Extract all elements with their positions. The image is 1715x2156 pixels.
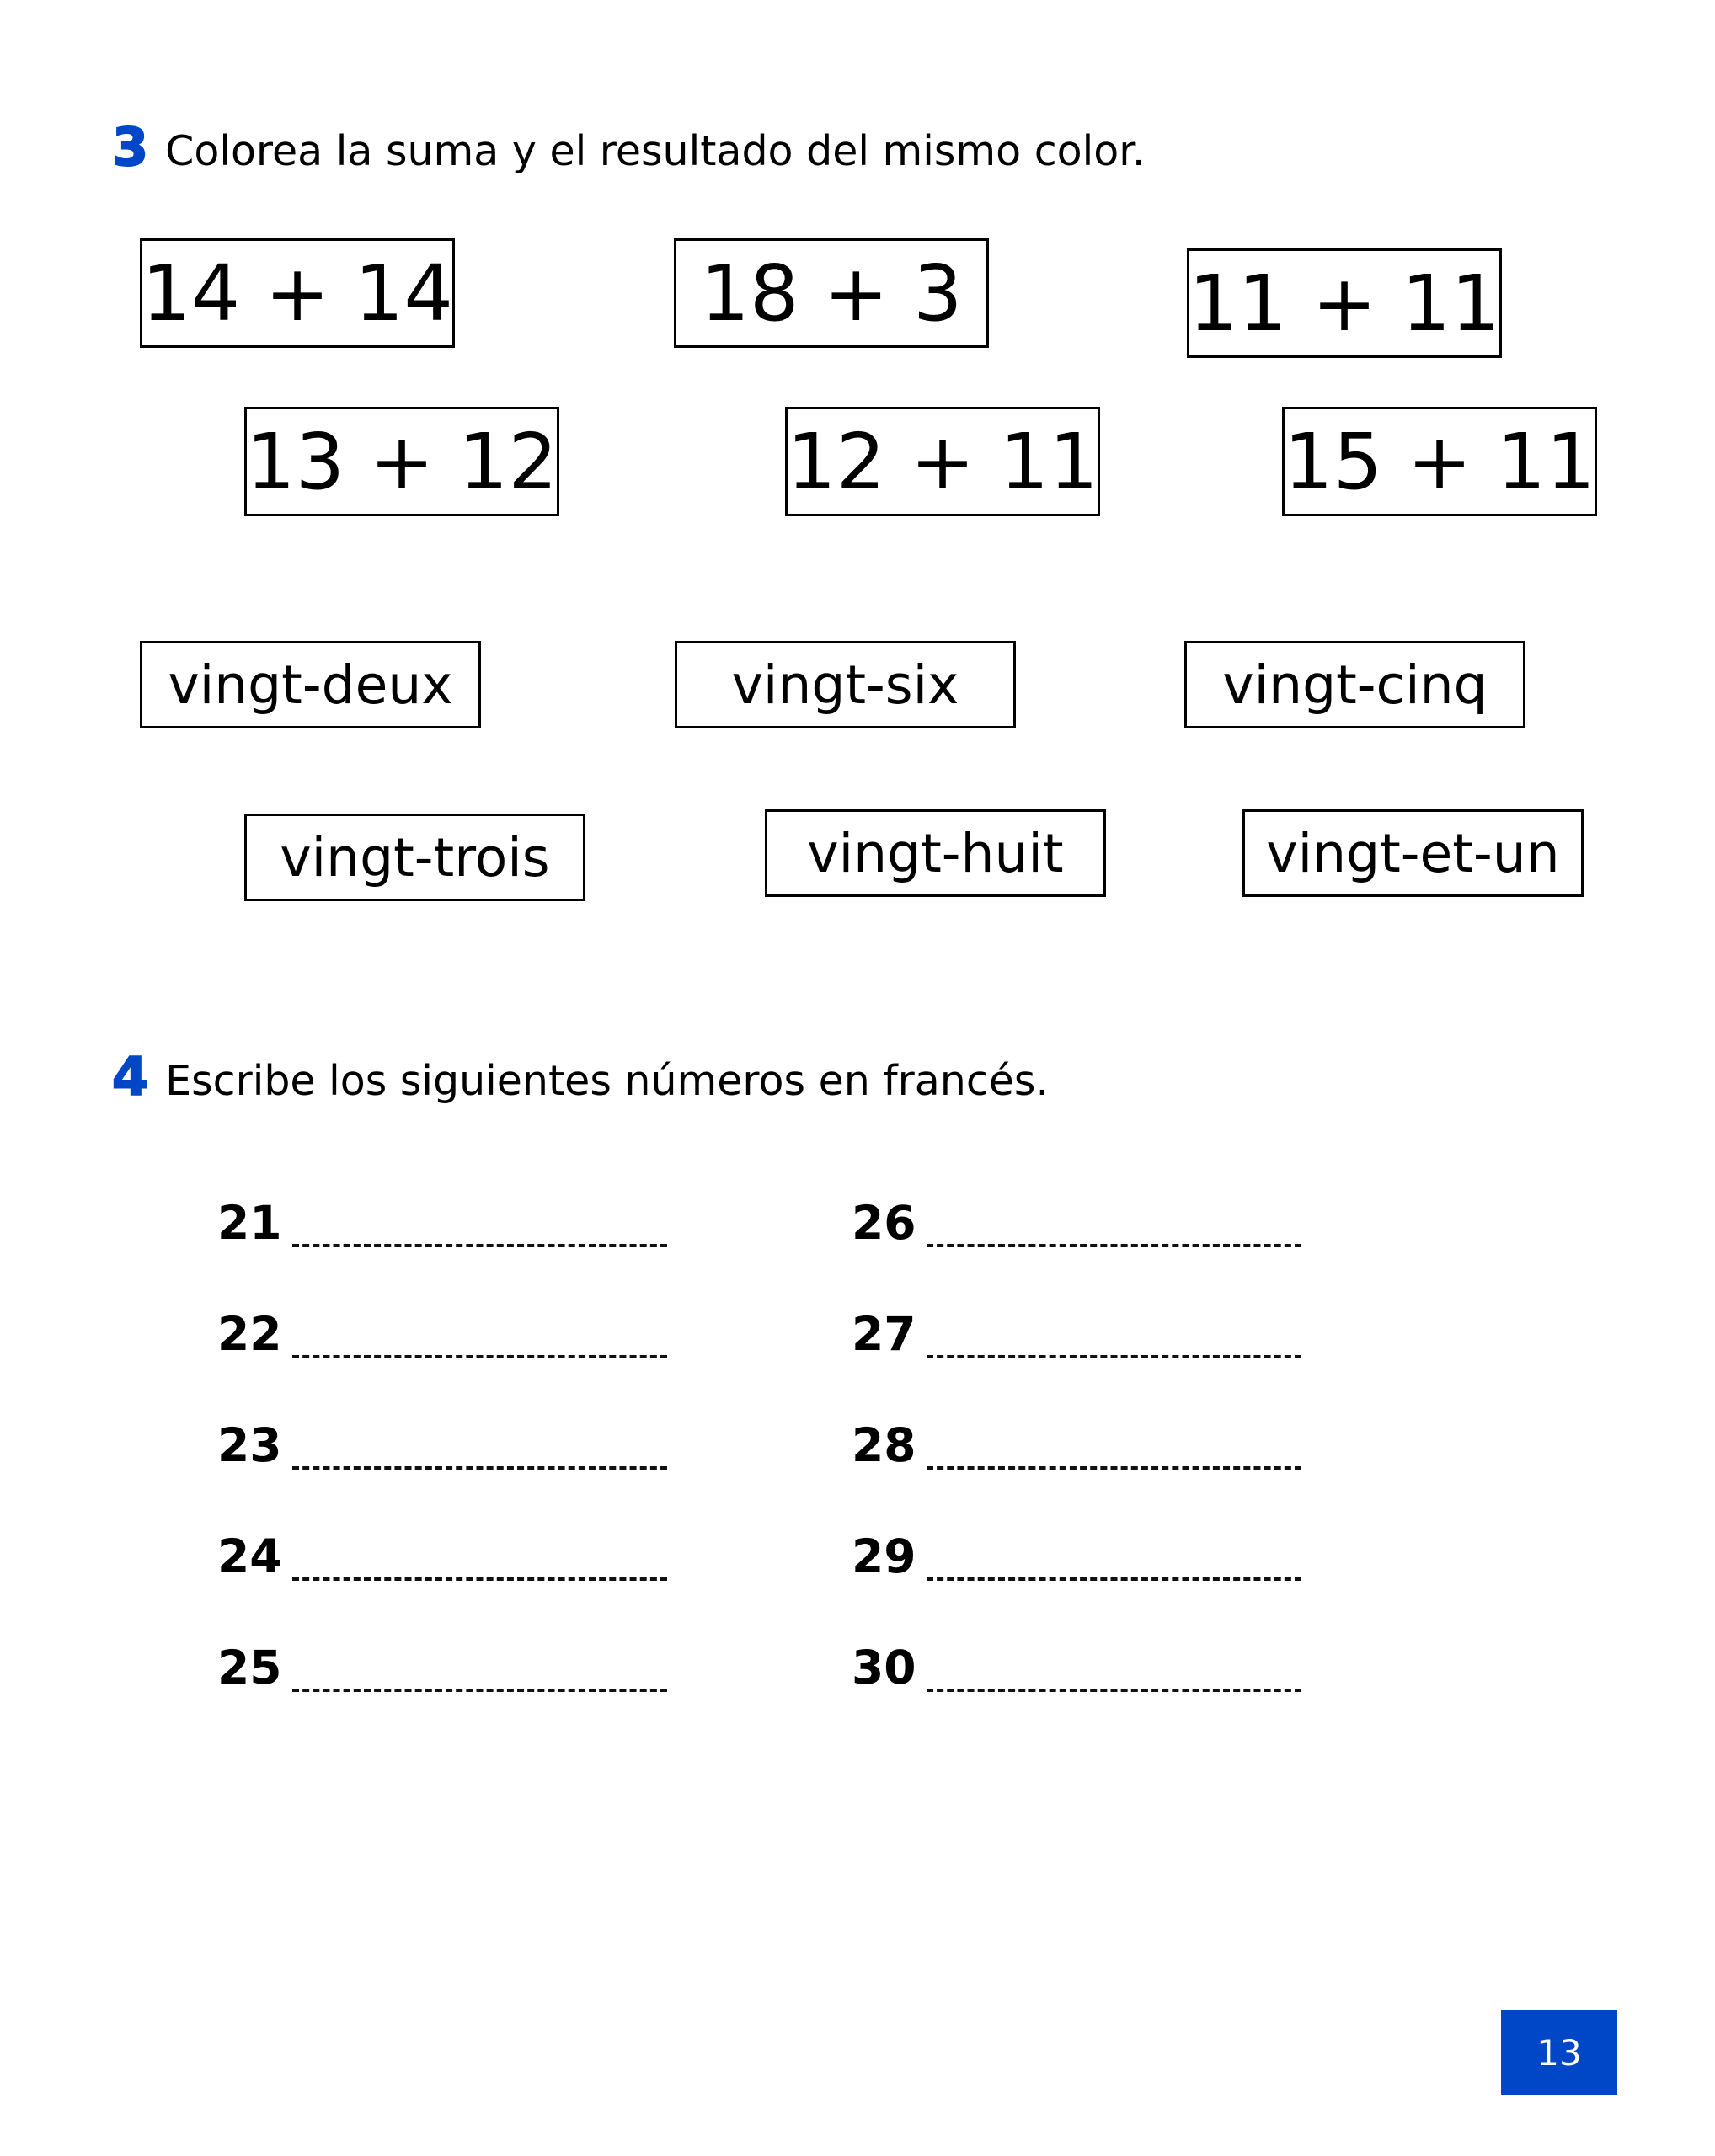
answer-row: [852, 1418, 1301, 1472]
answer-number: 25: [217, 1641, 282, 1694]
answer-number: 26: [852, 1196, 916, 1250]
exercise-4-number: 4: [112, 1046, 149, 1107]
answer-line[interactable]: [927, 1689, 1301, 1692]
exercise-3-number: 3: [112, 116, 149, 178]
word-box[interactable]: vingt-six: [675, 641, 1016, 728]
word-box[interactable]: vingt-huit: [765, 809, 1106, 897]
word-box[interactable]: vingt-et-un: [1242, 809, 1584, 897]
word-box[interactable]: vingt-deux: [140, 641, 481, 728]
answer-number: 24: [217, 1529, 282, 1583]
exercise-3-header: [112, 116, 1145, 178]
sum-box[interactable]: 18 + 3: [674, 238, 989, 348]
answer-row: [217, 1529, 667, 1583]
answer-line[interactable]: [292, 1355, 667, 1358]
answer-line[interactable]: [292, 1577, 667, 1581]
answer-number: 23: [217, 1418, 282, 1472]
answer-line[interactable]: [292, 1244, 667, 1247]
answer-number: 22: [217, 1307, 282, 1361]
sum-box[interactable]: 12 + 11: [785, 407, 1100, 516]
page-number-badge: 13: [1501, 2010, 1617, 2095]
answer-row: [217, 1196, 667, 1250]
sum-box[interactable]: 15 + 11: [1282, 407, 1597, 516]
answer-number: 27: [852, 1307, 916, 1361]
answer-number: 28: [852, 1418, 916, 1472]
answer-row: [852, 1641, 1301, 1694]
answer-row: [852, 1196, 1301, 1250]
answer-number: 21: [217, 1196, 282, 1250]
answer-row: [217, 1307, 667, 1361]
answer-row: [217, 1418, 667, 1472]
exercise-4-instruction: Escribe los siguientes números en francés.: [165, 1057, 1050, 1105]
sum-box[interactable]: 11 + 11: [1187, 248, 1502, 358]
word-box[interactable]: vingt-cinq: [1184, 641, 1525, 728]
answer-line[interactable]: [927, 1355, 1301, 1358]
sum-box[interactable]: 13 + 12: [244, 407, 559, 516]
answer-row: [217, 1641, 667, 1694]
answer-row: [852, 1529, 1301, 1583]
answer-line[interactable]: [292, 1466, 667, 1470]
answer-line[interactable]: [927, 1244, 1301, 1247]
answer-line[interactable]: [927, 1577, 1301, 1581]
exercise-3-instruction: Colorea la suma y el resultado del mismo color.: [165, 127, 1146, 175]
word-box[interactable]: vingt-trois: [244, 814, 585, 901]
sum-box[interactable]: 14 + 14: [140, 238, 455, 348]
answer-number: 30: [852, 1641, 916, 1694]
answer-line[interactable]: [292, 1689, 667, 1692]
answer-number: 29: [852, 1529, 916, 1583]
answer-row: [852, 1307, 1301, 1361]
exercise-4-header: [112, 1046, 1049, 1107]
answer-line[interactable]: [927, 1466, 1301, 1470]
